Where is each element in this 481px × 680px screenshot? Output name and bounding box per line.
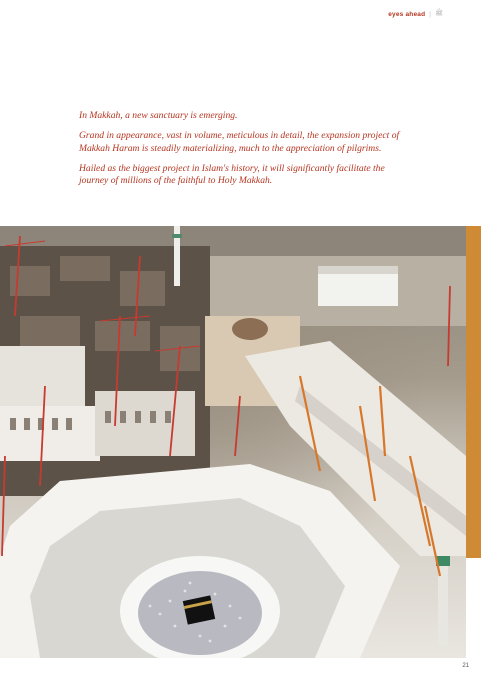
intro-text-block <box>79 110 409 195</box>
photo-illustration <box>0 226 466 658</box>
arabic-section-title: ﷺ <box>435 10 443 17</box>
intro-paragraph-3: Hailed as the biggest project in Islam's history, it will significantly facilitate the journey of millions of the faithful to Holy Makkah. <box>79 162 385 186</box>
header-separator: | <box>429 11 432 18</box>
section-title: eyes ahead <box>388 11 426 18</box>
page-number: 21 <box>462 663 469 669</box>
aerial-construction-photo <box>0 226 466 658</box>
intro-paragraph-2: Grand in appearance, vast in volume, meticulous in detail, the expansion project of Makkah Haram is steadily materializing, much to the appreciation of pilgrims. <box>79 130 400 154</box>
intro-paragraph-1: In Makkah, a new sanctuary is emerging. <box>79 110 238 121</box>
accent-side-bar <box>466 226 481 558</box>
running-header <box>388 10 443 19</box>
